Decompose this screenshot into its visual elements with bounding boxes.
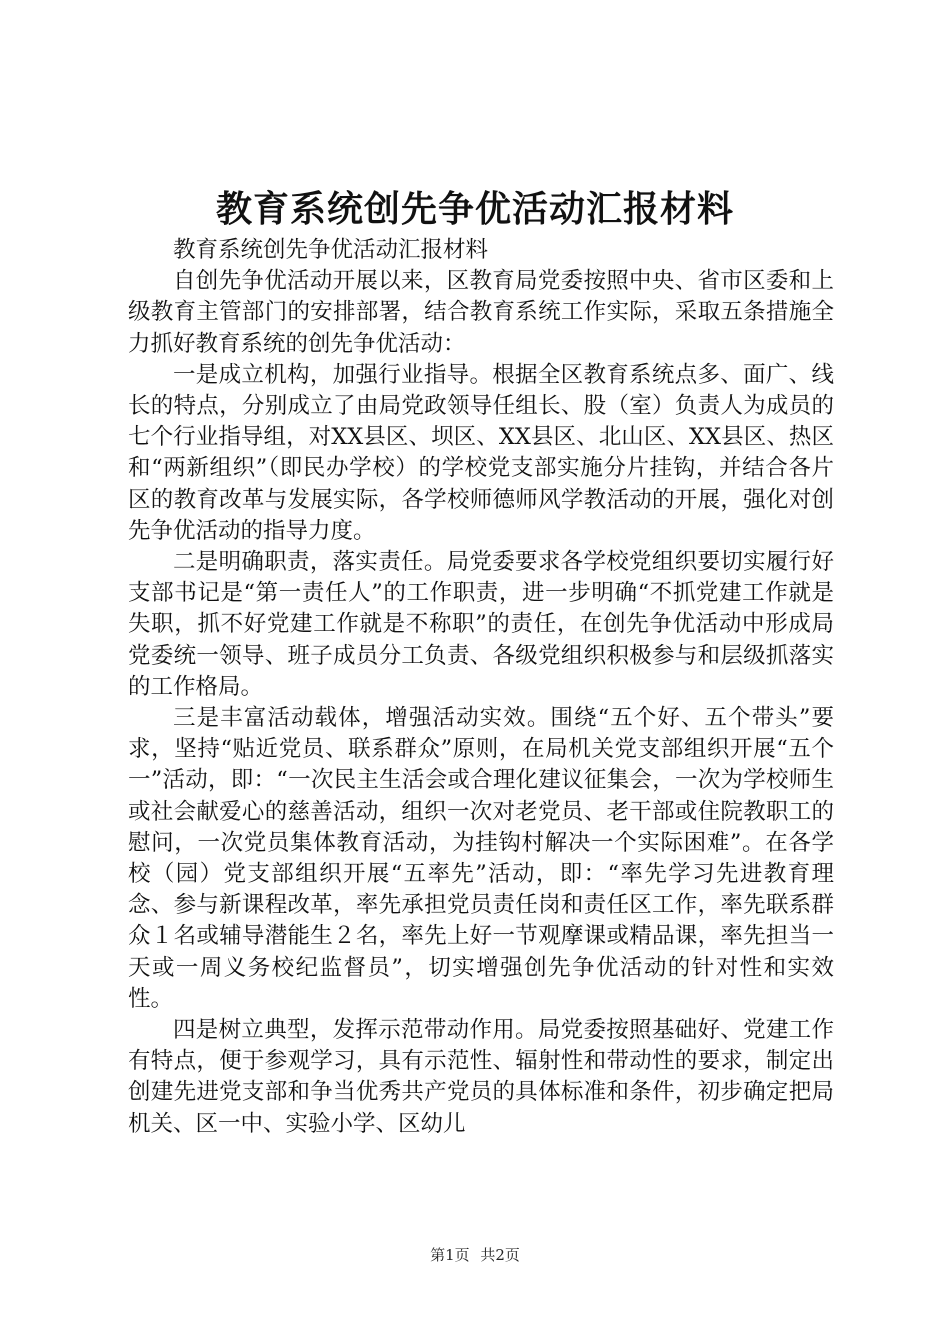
document-title: 教育系统创先争优活动汇报材料	[215, 188, 734, 230]
document-body	[128, 235, 834, 1140]
body-paragraph-measure-1: 一是成立机构，加强行业指导。根据全区教育系统点多、面广、线长的特点，分别成立了由局党政领导任组长、股（室）负责人为成员的七个行业指导组，对XX县区、坝区、XX县区、北山区、XX县区、热区和“两新组织”（即民办学校）的学校党支部实施分片挂钩，并结合各片区的教育改革与发展实际，各学校师德师风学教活动的开展，强化对创先争优活动的指导力度。	[128, 361, 834, 544]
page-number-current: 第1页	[430, 1246, 470, 1264]
page-footer	[0, 1245, 950, 1265]
body-paragraph-intro: 自创先争优活动开展以来，区教育局党委按照中央、省市区委和上级教育主管部门的安排部署，结合教育系统工作实际，采取五条措施全力抓好教育系统的创先争优活动：	[128, 268, 834, 357]
body-paragraph-measure-4: 四是树立典型，发挥示范带动作用。局党委按照基础好、党建工作有特点，便于参观学习，具有示范性、辐射性和带动性的要求，制定出创建先进党支部和争当优秀共产党员的具体标准和条件，初步确定把局机关、区一中、实验小学、区幼儿	[128, 1017, 834, 1137]
body-paragraph-measure-3: 三是丰富活动载体，增强活动实效。围绕“五个好、五个带头”要求，坚持“贴近党员、联系群众”原则，在局机关党支部组织开展“五个一”活动，即：“一次民主生活会或合理化建议征集会，一次为学校师生或社会献爱心的慈善活动，组织一次对老党员、老干部或住院教职工的慰问，一次党员集体教育活动，为挂钩村解决一个实际困难”。在各学校（园）党支部组织开展“五率先”活动，即：“率先学习先进教育理念、参与新课程改革，率先承担党员责任岗和责任区工作，率先联系群众１名或辅导潜能生２名，率先上好一节观摩课或精品课，率先担当一天或一周义务校纪监督员”，切实增强创先争优活动的针对性和实效性。	[128, 705, 834, 1012]
body-paragraph-subtitle: 教育系统创先争优活动汇报材料	[173, 237, 489, 263]
page-number-total: 共2页	[480, 1246, 520, 1264]
body-paragraph-measure-2: 二是明确职责，落实责任。局党委要求各学校党组织要切实履行好支部书记是“第一责任人”的工作职责，进一步明确“不抓党建工作就是失职，抓不好党建工作就是不称职”的责任，在创先争优活动中形成局党委统一领导、班子成员分工负责、各级党组织积极参与和层级抓落实的工作格局。	[128, 549, 834, 700]
